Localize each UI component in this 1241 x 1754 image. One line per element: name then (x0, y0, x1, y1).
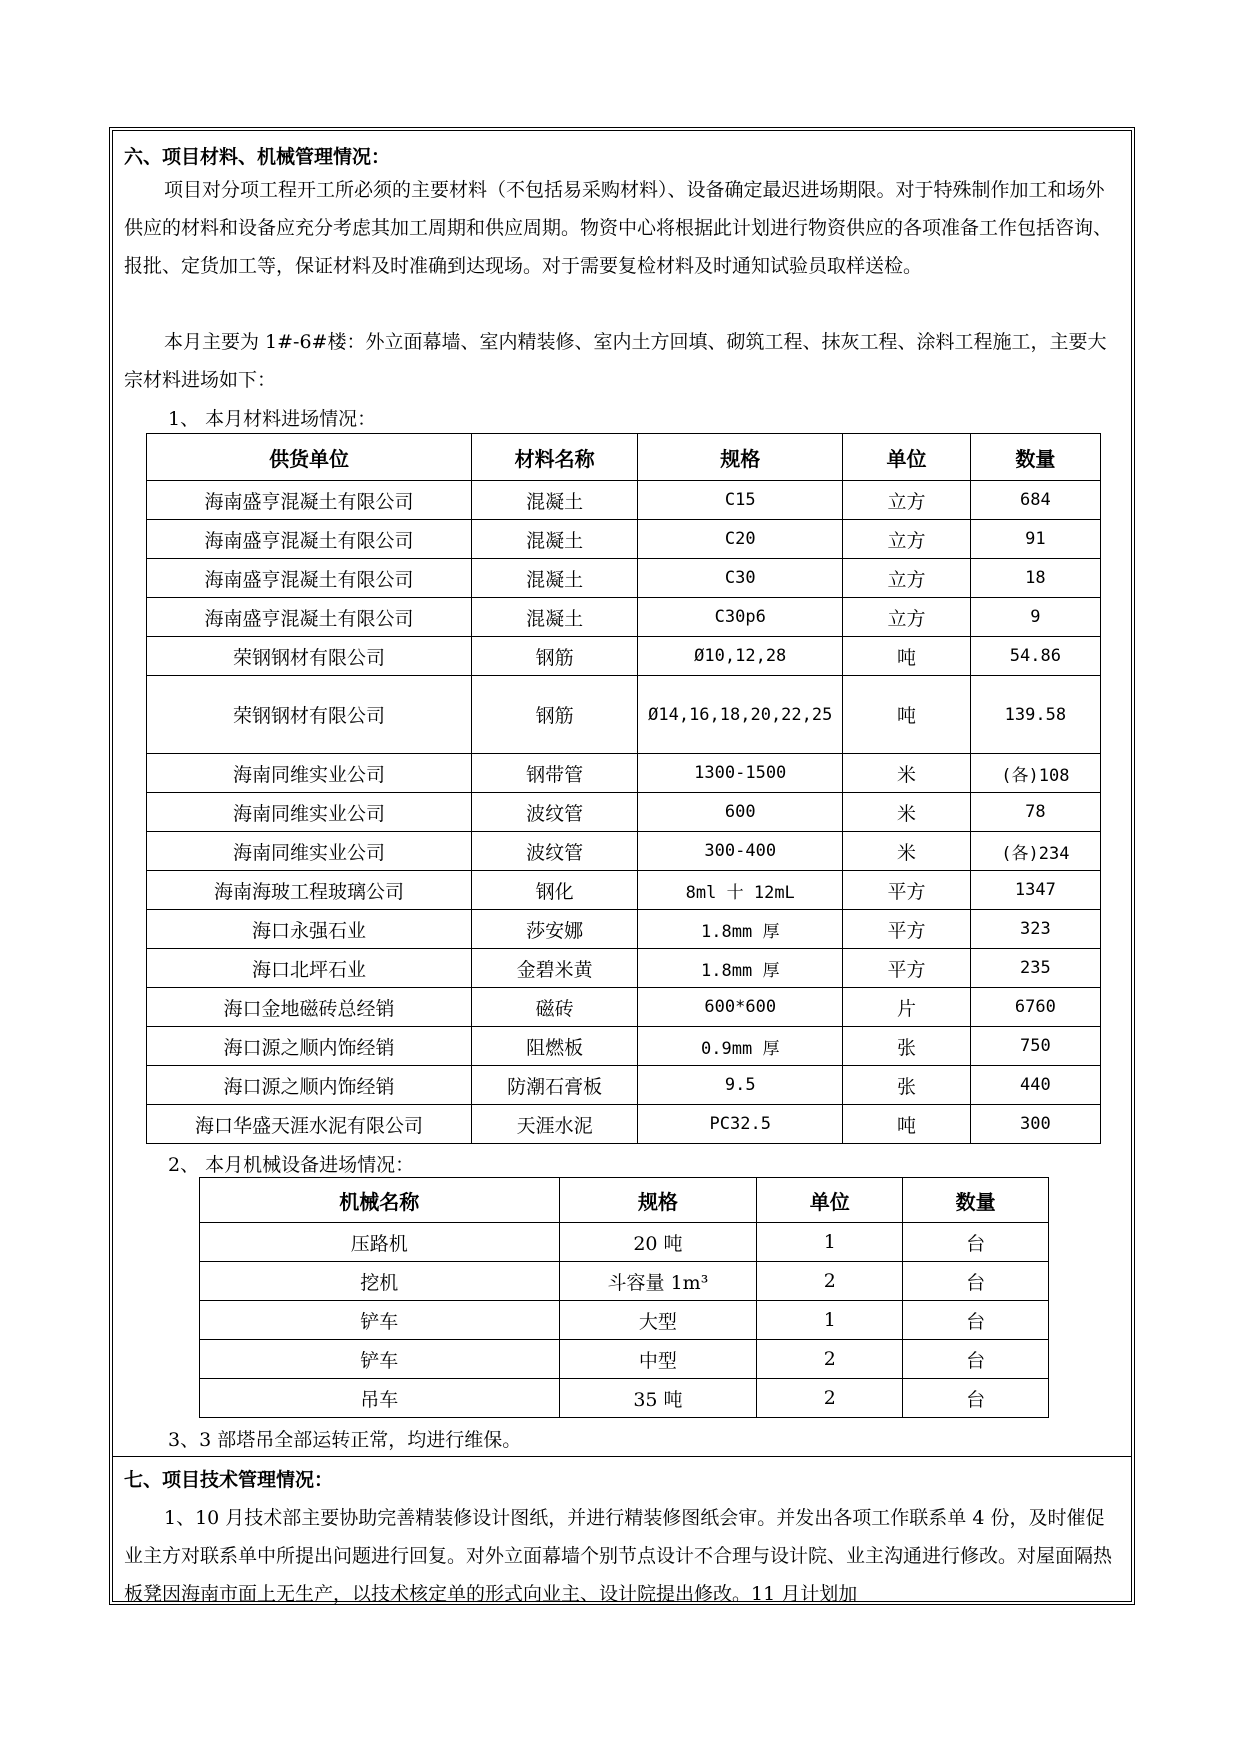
materials-row (147, 520, 1101, 559)
spec-cell: 600 (638, 793, 843, 832)
machine-unit-cell: 1 (757, 1301, 903, 1340)
machines-row (200, 1340, 1049, 1379)
materials-title: 1、 本月材料进场情况： (168, 408, 377, 430)
machines-row (200, 1262, 1049, 1301)
machine-spec-cell: 中型 (559, 1340, 757, 1379)
materials-row (147, 1027, 1101, 1066)
section7-paragraph-1: 1、10 月技术部主要协助完善精装修设计图纸，并进行精装修图纸会审。并发出各项工作联系单 4 份，及时催促业主方对联系单中所提出问题进行回复。对外立面幕墙个别节点设计不合理与设计院、业主沟通进行修改。对屋面隔热板凳因海南市面上无生产，以技术核定单的形式向业主、设计院提出修改。11 月计划加 (124, 1507, 1113, 1605)
unit-cell: 立方 (843, 598, 970, 637)
header-machine-name: 机械名称 (200, 1178, 560, 1223)
spec-cell: 1.8mm 厚 (638, 949, 843, 988)
material-cell: 钢筋 (472, 676, 638, 754)
quantity-cell: (各)234 (970, 832, 1100, 871)
material-cell: 波纹管 (472, 793, 638, 832)
spec-cell: 0.9mm 厚 (638, 1027, 843, 1066)
quantity-cell: 54.86 (970, 637, 1100, 676)
unit-cell: 平方 (843, 871, 970, 910)
unit-cell: 片 (843, 988, 970, 1027)
materials-row (147, 598, 1101, 637)
header-unit: 单位 (843, 434, 970, 481)
header-machine-quantity: 数量 (903, 1178, 1049, 1223)
materials-header-row (147, 434, 1101, 481)
materials-row (147, 559, 1101, 598)
supplier-cell: 海口金地磁砖总经销 (147, 988, 472, 1027)
spec-cell: 9.5 (638, 1066, 843, 1105)
unit-cell: 平方 (843, 910, 970, 949)
machine-unit-cell: 2 (757, 1379, 903, 1418)
machine-spec-cell: 斗容量 1m³ (559, 1262, 757, 1301)
supplier-cell: 海南同维实业公司 (147, 832, 472, 871)
supplier-cell: 海南盛亨混凝土有限公司 (147, 598, 472, 637)
quantity-cell: 91 (970, 520, 1100, 559)
header-supplier: 供货单位 (147, 434, 472, 481)
machine-quantity-cell: 台 (903, 1223, 1049, 1262)
machine-spec-cell: 大型 (559, 1301, 757, 1340)
supplier-cell: 荣钢钢材有限公司 (147, 676, 472, 754)
spec-cell: 8ml 十 12mL (638, 871, 843, 910)
spec-cell: 300-400 (638, 832, 843, 871)
supplier-cell: 海南盛亨混凝土有限公司 (147, 481, 472, 520)
section6-heading: 六、项目材料、机械管理情况： (124, 146, 391, 168)
spec-cell: 1.8mm 厚 (638, 910, 843, 949)
supplier-cell: 海南同维实业公司 (147, 793, 472, 832)
unit-cell: 立方 (843, 559, 970, 598)
machine-name-cell: 压路机 (200, 1223, 560, 1262)
quantity-cell: 78 (970, 793, 1100, 832)
spec-cell: Ø10,12,28 (638, 637, 843, 676)
quantity-cell: 235 (970, 949, 1100, 988)
unit-cell: 立方 (843, 481, 970, 520)
unit-cell: 张 (843, 1027, 970, 1066)
quantity-cell: (各)108 (970, 754, 1100, 793)
machine-quantity-cell: 台 (903, 1379, 1049, 1418)
unit-cell: 吨 (843, 1105, 970, 1144)
material-cell: 钢化 (472, 871, 638, 910)
spec-cell: 1300-1500 (638, 754, 843, 793)
material-cell: 钢带管 (472, 754, 638, 793)
supplier-cell: 海南海玻工程玻璃公司 (147, 871, 472, 910)
unit-cell: 米 (843, 793, 970, 832)
header-machine-spec: 规格 (559, 1178, 757, 1223)
machine-quantity-cell: 台 (903, 1262, 1049, 1301)
machine-name-cell: 铲车 (200, 1340, 560, 1379)
spec-cell: PC32.5 (638, 1105, 843, 1144)
material-cell: 混凝土 (472, 520, 638, 559)
machines-row (200, 1301, 1049, 1340)
quantity-cell: 684 (970, 481, 1100, 520)
quantity-cell: 1347 (970, 871, 1100, 910)
machine-unit-cell: 2 (757, 1262, 903, 1301)
quantity-cell: 750 (970, 1027, 1100, 1066)
materials-row (147, 949, 1101, 988)
machine-spec-cell: 35 吨 (559, 1379, 757, 1418)
material-cell: 混凝土 (472, 481, 638, 520)
materials-row (147, 793, 1101, 832)
quantity-cell: 9 (970, 598, 1100, 637)
materials-row (147, 832, 1101, 871)
supplier-cell: 荣钢钢材有限公司 (147, 637, 472, 676)
machines-row (200, 1379, 1049, 1418)
material-cell: 阻燃板 (472, 1027, 638, 1066)
unit-cell: 张 (843, 1066, 970, 1105)
unit-cell: 米 (843, 754, 970, 793)
materials-table (146, 433, 1101, 1144)
section7-heading: 七、项目技术管理情况： (124, 1469, 334, 1491)
machines-table (199, 1177, 1049, 1418)
material-cell: 防潮石膏板 (472, 1066, 638, 1105)
header-quantity: 数量 (970, 434, 1100, 481)
section6-paragraph-2: 本月主要为 1#-6#楼：外立面幕墙、室内精装修、室内土方回填、砌筑工程、抹灰工程、涂料工程施工，主要大宗材料进场如下： (124, 331, 1107, 391)
section6-paragraph-1: 项目对分项工程开工所必须的主要材料（不包括易采购材料）、设备确定最迟进场期限。对于特殊制作加工和场外供应的材料和设备应充分考虑其加工周期和供应周期。物资中心将根据此计划进行物资供应的各项准备工作包括咨询、报批、定货加工等，保证材料及时准确到达现场。对于需要复检材料及时通知试验员取样送检。 (124, 179, 1113, 277)
machines-header-row (200, 1178, 1049, 1223)
materials-row (147, 1105, 1101, 1144)
quantity-cell: 323 (970, 910, 1100, 949)
supplier-cell: 海口北坪石业 (147, 949, 472, 988)
supplier-cell: 海南盛亨混凝土有限公司 (147, 559, 472, 598)
machine-name-cell: 挖机 (200, 1262, 560, 1301)
material-cell: 天涯水泥 (472, 1105, 638, 1144)
materials-row (147, 871, 1101, 910)
materials-row (147, 481, 1101, 520)
material-cell: 磁砖 (472, 988, 638, 1027)
spec-cell: C30 (638, 559, 843, 598)
quantity-cell: 300 (970, 1105, 1100, 1144)
materials-row (147, 637, 1101, 676)
quantity-cell: 6760 (970, 988, 1100, 1027)
unit-cell: 吨 (843, 637, 970, 676)
tower-crane-note: 3、3 部塔吊全部运转正常，均进行维保。 (168, 1429, 522, 1451)
spec-cell: C30p6 (638, 598, 843, 637)
machine-quantity-cell: 台 (903, 1301, 1049, 1340)
machines-row (200, 1223, 1049, 1262)
spec-cell: Ø14,16,18,20,22,25 (638, 676, 843, 754)
supplier-cell: 海口源之顺内饰经销 (147, 1027, 472, 1066)
materials-row (147, 910, 1101, 949)
supplier-cell: 海口源之顺内饰经销 (147, 1066, 472, 1105)
quantity-cell: 139.58 (970, 676, 1100, 754)
materials-row (147, 676, 1101, 754)
quantity-cell: 440 (970, 1066, 1100, 1105)
supplier-cell: 海口华盛天涯水泥有限公司 (147, 1105, 472, 1144)
unit-cell: 吨 (843, 676, 970, 754)
material-cell: 混凝土 (472, 598, 638, 637)
header-spec: 规格 (638, 434, 843, 481)
header-material: 材料名称 (472, 434, 638, 481)
materials-row (147, 988, 1101, 1027)
section-divider (112, 1456, 1132, 1457)
machine-quantity-cell: 台 (903, 1340, 1049, 1379)
material-cell: 波纹管 (472, 832, 638, 871)
spec-cell: C20 (638, 520, 843, 559)
spec-cell: C15 (638, 481, 843, 520)
machines-title: 2、 本月机械设备进场情况： (168, 1154, 415, 1176)
machine-name-cell: 吊车 (200, 1379, 560, 1418)
machine-name-cell: 铲车 (200, 1301, 560, 1340)
supplier-cell: 海口永强石业 (147, 910, 472, 949)
materials-row (147, 1066, 1101, 1105)
unit-cell: 平方 (843, 949, 970, 988)
quantity-cell: 18 (970, 559, 1100, 598)
unit-cell: 米 (843, 832, 970, 871)
machine-unit-cell: 1 (757, 1223, 903, 1262)
supplier-cell: 海南盛亨混凝土有限公司 (147, 520, 472, 559)
material-cell: 混凝土 (472, 559, 638, 598)
material-cell: 金碧米黄 (472, 949, 638, 988)
machine-spec-cell: 20 吨 (559, 1223, 757, 1262)
spec-cell: 600*600 (638, 988, 843, 1027)
header-machine-unit: 单位 (757, 1178, 903, 1223)
material-cell: 钢筋 (472, 637, 638, 676)
unit-cell: 立方 (843, 520, 970, 559)
materials-row (147, 754, 1101, 793)
supplier-cell: 海南同维实业公司 (147, 754, 472, 793)
material-cell: 莎安娜 (472, 910, 638, 949)
machine-unit-cell: 2 (757, 1340, 903, 1379)
